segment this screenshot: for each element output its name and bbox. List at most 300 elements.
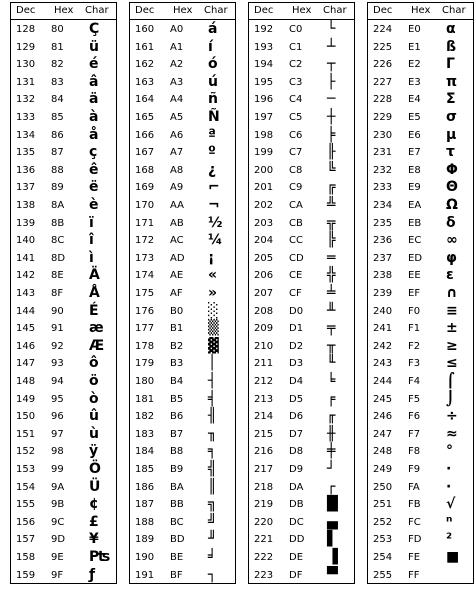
table-row	[368, 443, 473, 460]
dec-value: 248	[373, 446, 393, 458]
hex-value: 95	[51, 393, 64, 405]
table-row	[11, 267, 116, 284]
table-row	[249, 531, 354, 548]
dec-value: 244	[373, 376, 393, 387]
table-row	[130, 74, 235, 91]
table-row	[368, 408, 473, 425]
table-row	[11, 320, 116, 337]
dec-value: 209	[254, 323, 274, 335]
char-glyph: ╨	[327, 302, 336, 319]
char-glyph: ª	[208, 126, 216, 143]
char-glyph: «	[208, 267, 218, 284]
table-row	[249, 320, 354, 337]
dec-value: 144	[16, 305, 36, 317]
table-row	[11, 496, 116, 513]
char-glyph: ╟	[327, 144, 336, 161]
hex-value: ED	[408, 252, 423, 264]
hex-value: D6	[289, 411, 304, 423]
table-row	[11, 197, 116, 214]
char-glyph: ë	[89, 179, 99, 196]
char-glyph: ╫	[327, 425, 336, 442]
dec-value: 247	[373, 428, 393, 440]
char-glyph: ╜	[208, 531, 217, 548]
char-glyph: ║	[208, 478, 217, 495]
table-row	[130, 144, 235, 161]
char-glyph: Ç	[89, 21, 100, 37]
table-row	[368, 267, 473, 284]
char-glyph: Ä	[89, 267, 100, 284]
char-glyph: ¥	[89, 531, 99, 548]
dec-value: 238	[373, 270, 393, 282]
header-dec: Dec	[16, 5, 36, 16]
hex-value: F9	[408, 464, 421, 475]
table-row	[368, 531, 473, 548]
table-row	[368, 355, 473, 372]
char-glyph: ±	[446, 320, 458, 337]
table-row	[11, 144, 116, 161]
dec-value: 172	[135, 235, 155, 247]
table-row	[368, 303, 473, 320]
dec-value: 158	[16, 552, 36, 563]
dec-value: 202	[254, 200, 274, 211]
table-row	[11, 109, 116, 126]
column-header	[130, 3, 235, 20]
char-glyph: ü	[89, 38, 99, 55]
table-row	[249, 443, 354, 460]
table-row	[130, 408, 235, 425]
dec-value: 184	[135, 446, 155, 458]
table-row	[130, 567, 235, 584]
dec-value: 128	[16, 24, 36, 35]
table-row	[11, 39, 116, 56]
dec-value: 163	[135, 76, 155, 88]
dec-value: 241	[373, 323, 393, 335]
hex-value: 88	[51, 164, 64, 176]
dec-value: 130	[16, 59, 36, 71]
dec-value: 171	[135, 217, 155, 229]
dec-value: 208	[254, 305, 274, 317]
hex-value: 96	[51, 411, 64, 423]
dec-value: 189	[135, 534, 155, 546]
hex-value: A8	[170, 164, 184, 176]
hex-value: F3	[408, 358, 421, 370]
hex-value: D4	[289, 376, 304, 387]
hex-value: F1	[408, 323, 421, 335]
table-row	[249, 250, 354, 267]
char-glyph: î	[89, 232, 94, 249]
table-row	[11, 514, 116, 531]
char-glyph: ì	[89, 249, 94, 266]
table-row	[11, 391, 116, 408]
hex-value: B4	[170, 376, 184, 387]
hex-value: AE	[170, 270, 184, 282]
dec-value: 157	[16, 534, 36, 546]
table-row	[11, 21, 116, 38]
dec-value: 254	[373, 552, 393, 563]
dec-value: 252	[373, 516, 393, 528]
table-row	[130, 39, 235, 56]
table-row	[249, 567, 354, 584]
char-glyph: ▒	[208, 320, 219, 337]
dec-value: 169	[135, 182, 155, 194]
hex-value: A2	[170, 59, 184, 71]
table-row	[368, 74, 473, 91]
hex-value: 8C	[51, 235, 65, 247]
table-row	[249, 426, 354, 443]
hex-value: D5	[289, 393, 304, 405]
table-row	[249, 91, 354, 108]
dec-value: 136	[16, 164, 36, 176]
char-glyph: ƒ	[89, 566, 96, 583]
char-glyph: í	[208, 38, 213, 55]
char-glyph: ╔	[327, 179, 336, 196]
char-glyph: ╡	[208, 390, 217, 407]
hex-value: BD	[170, 534, 185, 546]
table-row	[368, 232, 473, 249]
hex-value: EA	[408, 200, 422, 211]
table-row	[130, 56, 235, 73]
dec-value: 216	[254, 446, 274, 458]
table-row	[368, 179, 473, 196]
hex-value: 8A	[51, 200, 65, 211]
hex-value: A6	[170, 129, 184, 141]
hex-value: C9	[289, 182, 303, 194]
table-row	[249, 285, 354, 302]
char-glyph: ≥	[446, 337, 458, 354]
char-glyph: │	[208, 355, 217, 372]
hex-value: 87	[51, 147, 64, 159]
char-glyph: ∞	[446, 232, 458, 249]
char-glyph: ú	[208, 73, 218, 90]
dec-value: 139	[16, 217, 36, 229]
char-glyph: á	[208, 21, 218, 37]
char-glyph: ╚	[327, 161, 336, 178]
char-glyph: σ	[446, 109, 457, 125]
hex-value: B8	[170, 446, 184, 458]
hex-value: 9C	[51, 516, 65, 528]
hex-value: 9D	[51, 534, 66, 546]
char-glyph: ¿	[208, 161, 217, 178]
dec-value: 214	[254, 411, 274, 423]
table-row	[11, 285, 116, 302]
hex-value: 9F	[51, 569, 64, 581]
table-row	[130, 461, 235, 478]
table-row	[368, 144, 473, 161]
dec-value: 249	[373, 464, 393, 475]
dec-value: 165	[135, 112, 155, 123]
dec-value: 175	[135, 288, 155, 299]
hex-value: CF	[289, 288, 302, 299]
dec-value: 179	[135, 358, 155, 370]
table-row	[130, 514, 235, 531]
dec-value: 135	[16, 147, 36, 159]
hex-value: BA	[170, 481, 184, 493]
table-row	[249, 109, 354, 126]
dec-value: 198	[254, 129, 274, 141]
dec-value: 149	[16, 393, 36, 405]
hex-value: FB	[408, 499, 421, 511]
dec-value: 142	[16, 270, 36, 282]
header-char: Char	[85, 5, 109, 16]
dec-value: 138	[16, 200, 36, 211]
char-glyph: É	[89, 302, 99, 319]
hex-value: B3	[170, 358, 184, 370]
table-row	[130, 338, 235, 355]
char-glyph: ╒	[327, 390, 336, 407]
dec-value: 167	[135, 147, 155, 159]
dec-value: 230	[373, 129, 393, 141]
hex-value: 9A	[51, 481, 65, 493]
table-row	[368, 320, 473, 337]
hex-value: CB	[289, 217, 303, 229]
dec-value: 187	[135, 499, 155, 511]
dec-value: 182	[135, 411, 155, 423]
column-header	[11, 3, 116, 20]
char-glyph: ┌	[327, 478, 336, 495]
hex-value: 9E	[51, 552, 64, 563]
hex-value: B6	[170, 411, 184, 423]
char-glyph: ╧	[327, 285, 336, 301]
table-row	[11, 373, 116, 390]
hex-value: E4	[408, 94, 421, 106]
char-glyph: ó	[208, 56, 218, 73]
dec-value: 195	[254, 76, 274, 88]
table-row	[11, 232, 116, 249]
hex-value: A4	[170, 94, 184, 106]
char-glyph: Θ	[446, 179, 458, 196]
dec-value: 220	[254, 516, 274, 528]
dec-value: 255	[373, 569, 393, 581]
hex-value: C1	[289, 41, 303, 53]
dec-value: 207	[254, 288, 274, 299]
hex-value: AF	[170, 288, 183, 299]
dec-value: 224	[373, 24, 393, 35]
char-glyph: ╘	[327, 373, 336, 389]
char-glyph: ╪	[327, 443, 336, 460]
hex-value: C7	[289, 147, 303, 159]
dec-value: 185	[135, 464, 155, 475]
hex-value: FA	[408, 481, 420, 493]
header-dec: Dec	[135, 5, 155, 16]
char-glyph: ò	[89, 390, 99, 407]
hex-value: BB	[170, 499, 184, 511]
table-row	[249, 144, 354, 161]
table-row	[368, 56, 473, 73]
dec-value: 137	[16, 182, 36, 194]
header-hex: Hex	[292, 5, 312, 16]
hex-value: C6	[289, 129, 303, 141]
table-row	[368, 338, 473, 355]
char-glyph: ╤	[327, 320, 336, 337]
dec-value: 174	[135, 270, 155, 282]
dec-value: 168	[135, 164, 155, 176]
table-row	[130, 496, 235, 513]
hex-value: F2	[408, 340, 421, 352]
table-row	[130, 179, 235, 196]
table-row	[368, 426, 473, 443]
hex-value: B0	[170, 305, 184, 317]
table-column-3	[248, 2, 355, 584]
hex-value: CE	[289, 270, 303, 282]
dec-value: 148	[16, 376, 36, 387]
hex-value: BF	[170, 569, 183, 581]
hex-value: A7	[170, 147, 184, 159]
char-glyph: ▓	[208, 337, 219, 354]
dec-value: 205	[254, 252, 274, 264]
hex-value: EC	[408, 235, 422, 247]
char-glyph: ²	[446, 531, 453, 548]
char-glyph: ≤	[446, 355, 458, 372]
table-row	[249, 21, 354, 38]
dec-value: 237	[373, 252, 393, 264]
char-glyph: Ñ	[208, 109, 220, 125]
char-glyph: ¼	[208, 232, 223, 249]
char-glyph: ≡	[446, 302, 458, 319]
dec-value: 217	[254, 464, 274, 475]
hex-value: E0	[408, 24, 421, 35]
dec-value: 146	[16, 340, 36, 352]
char-glyph: ╙	[327, 355, 336, 372]
dec-value: 242	[373, 340, 393, 352]
dec-value: 236	[373, 235, 393, 247]
table-row	[249, 162, 354, 179]
table-row	[11, 179, 116, 196]
hex-value: 81	[51, 41, 64, 53]
table-row	[11, 567, 116, 584]
hex-value: D1	[289, 323, 304, 335]
table-row	[368, 39, 473, 56]
char-glyph: ▄	[327, 513, 338, 530]
table-row	[249, 355, 354, 372]
hex-value: 80	[51, 24, 64, 35]
dec-value: 219	[254, 499, 274, 511]
dec-value: 228	[373, 94, 393, 106]
dec-value: 223	[254, 569, 274, 581]
hex-value: D2	[289, 340, 304, 352]
char-glyph: ∩	[446, 285, 458, 301]
char-glyph: »	[208, 285, 218, 301]
dec-value: 178	[135, 340, 155, 352]
char-glyph: ÿ	[89, 443, 99, 460]
hex-value: C5	[289, 112, 303, 123]
hex-value: AB	[170, 217, 184, 229]
char-glyph: ╝	[208, 513, 217, 530]
dec-value: 181	[135, 393, 155, 405]
dec-value: 251	[373, 499, 393, 511]
table-row	[368, 250, 473, 267]
char-glyph: Ω	[446, 197, 458, 213]
hex-value: 84	[51, 94, 64, 106]
hex-value: 91	[51, 323, 64, 335]
hex-value: 98	[51, 446, 64, 458]
char-glyph: ╓	[327, 408, 336, 425]
hex-value: AD	[170, 252, 185, 264]
dec-value: 145	[16, 323, 36, 335]
char-glyph: ▐	[327, 549, 338, 565]
char-glyph: ▌	[327, 531, 338, 548]
char-glyph: ä	[89, 91, 99, 108]
dec-value: 231	[373, 147, 393, 159]
hex-value: E9	[408, 182, 421, 194]
hex-value: E7	[408, 147, 421, 159]
hex-value: 8F	[51, 288, 64, 299]
char-glyph: ï	[89, 214, 94, 231]
dec-value: 199	[254, 147, 274, 159]
dec-value: 192	[254, 24, 274, 35]
hex-value: BE	[170, 552, 184, 563]
char-glyph: √	[446, 496, 456, 513]
char-glyph: ≈	[446, 425, 458, 442]
char-glyph: ╠	[327, 232, 336, 249]
char-glyph: º	[208, 144, 216, 161]
hex-value: A0	[170, 24, 184, 35]
table-row	[249, 179, 354, 196]
table-row	[11, 303, 116, 320]
table-row	[249, 197, 354, 214]
dec-value: 188	[135, 516, 155, 528]
table-row	[11, 426, 116, 443]
dec-value: 215	[254, 428, 274, 440]
header-char: Char	[323, 5, 347, 16]
table-row	[11, 443, 116, 460]
table-column-4	[367, 2, 474, 584]
table-row	[249, 74, 354, 91]
dec-value: 143	[16, 288, 36, 299]
dec-value: 221	[254, 534, 274, 546]
table-row	[368, 373, 473, 390]
column-header	[249, 3, 354, 20]
char-glyph: Φ	[446, 161, 458, 178]
dec-value: 232	[373, 164, 393, 176]
table-row	[130, 250, 235, 267]
table-row	[249, 127, 354, 144]
dec-value: 253	[373, 534, 393, 546]
hex-value: F6	[408, 411, 421, 423]
char-glyph: ╬	[327, 267, 336, 284]
char-glyph: ╗	[208, 496, 217, 513]
char-glyph: └	[327, 21, 336, 37]
table-row	[368, 109, 473, 126]
hex-value: DA	[289, 481, 304, 493]
hex-value: 8B	[51, 217, 65, 229]
char-glyph: ╕	[208, 443, 217, 460]
char-glyph: é	[89, 56, 99, 73]
dec-value: 160	[135, 24, 155, 35]
table-row	[130, 127, 235, 144]
char-glyph: ┬	[327, 56, 336, 73]
dec-value: 222	[254, 552, 274, 563]
char-glyph: δ	[446, 214, 456, 231]
dec-value: 206	[254, 270, 274, 282]
dec-value: 234	[373, 200, 393, 211]
dec-value: 173	[135, 252, 155, 264]
dec-value: 196	[254, 94, 274, 106]
char-glyph: ⌡	[446, 390, 455, 407]
dec-value: 183	[135, 428, 155, 440]
dec-value: 194	[254, 59, 274, 71]
dec-value: 177	[135, 323, 155, 335]
hex-value: D8	[289, 446, 304, 458]
hex-value: EB	[408, 217, 422, 229]
dec-value: 132	[16, 94, 36, 106]
table-column-1	[10, 2, 117, 584]
hex-value: DB	[289, 499, 304, 511]
dec-value: 213	[254, 393, 274, 405]
hex-value: A9	[170, 182, 184, 194]
hex-value: E5	[408, 112, 421, 123]
char-glyph: Æ	[89, 337, 105, 354]
hex-value: DE	[289, 552, 304, 563]
